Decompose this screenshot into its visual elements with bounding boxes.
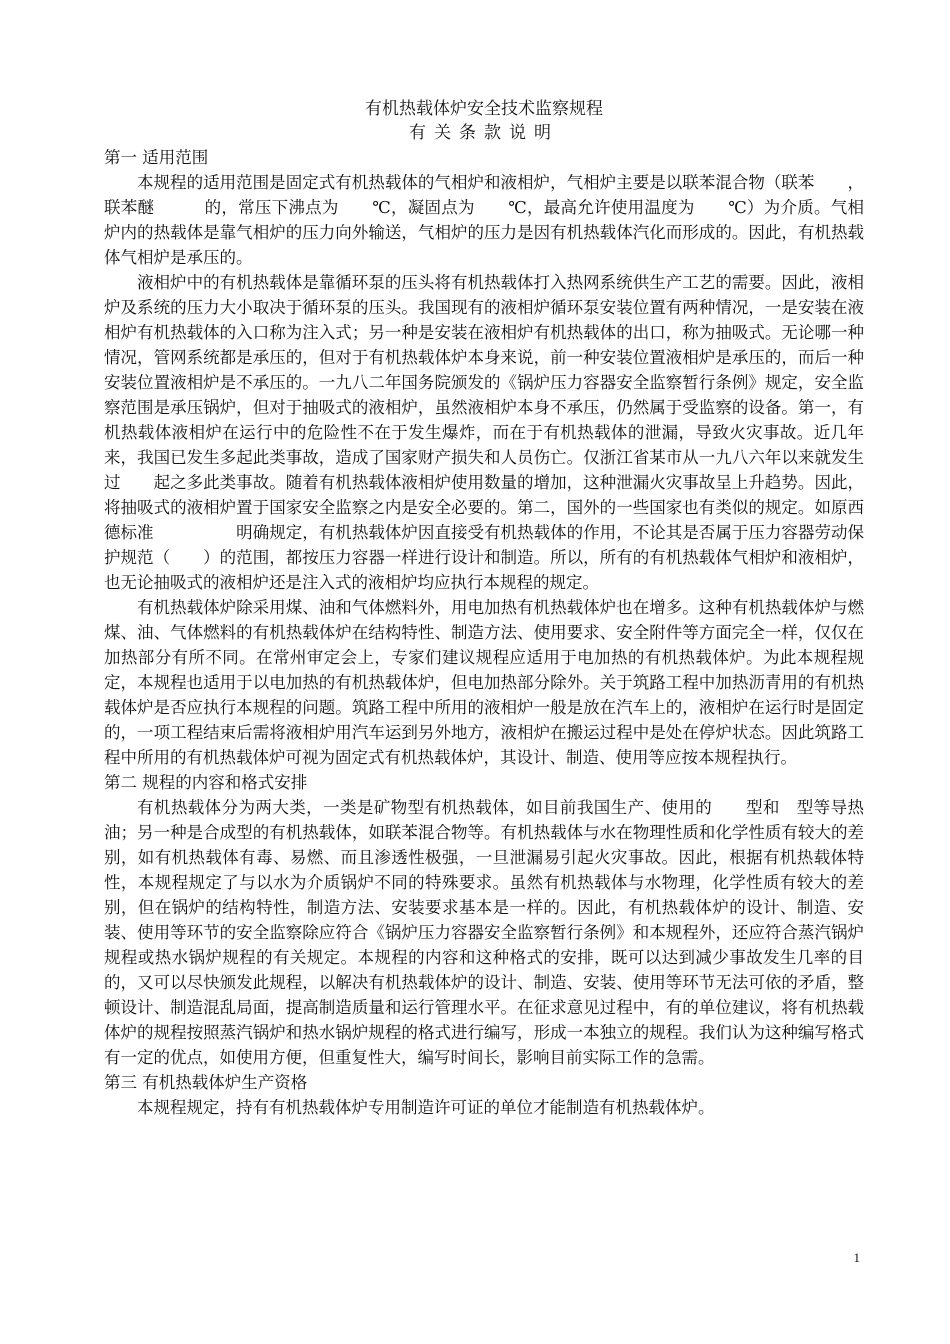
paragraph: 本规程规定，持有有机热载体炉专用制造许可证的单位才能制造有机热载体炉。 [137,1098,715,1117]
paragraph: 有机热载体分为两大类，一类是矿物型有机热载体，如目前我国生产、使用的 型和 型等导热油；另一种是合成型的有机热载体，如联苯混合物等。有机热载体与水在物理性质和化学性质有较大的差别，如有机热载体有毒、易燃、而且渗透性极强，一旦泄漏易引起火灾事故。因此，根据有机热载体特性，本规程规定了与以水为介质锅炉不同的特殊要求。虽然有机热载体与水物理，化学性质有较大的差别，但在锅炉的结构特性，制造方法、安装要求基本是一样的。因此，有机热载体炉的设计、制造、安装、使用等环节的安全监察除应符合《锅炉压力容器安全监察暂行条例》和本规程外，还应符合蒸汽锅炉规程或热水锅炉规程的有关规定。本规程的内容和这种格式的安排，既可以达到减少事故发生几率的目的，又可以尽快颁发此规程，以解决有机热载体炉的设计、制造、安装、使用等环节无法可依的矛盾，整顿设计、制造混乱局面，提高制造质量和运行管理水平。在征求意见过程中，有的单位建议，将有机热载体炉的规程按照蒸汽锅炉和热水锅炉规程的格式进行编写，形成一本独立的规程。我们认为这种编写格式有一定的优点，如使用方便，但重复性大，编写时间长，影响目前实际工作的急需。 [104,798,864,1067]
paragraph: 本规程的适用范围是固定式有机热载体的气相炉和液相炉，气相炉主要是以联苯混合物（联苯 ，联苯醚 的，常压下沸点为 ℃，凝固点为 ℃，最高允许使用温度为 ℃）为介质。气相炉内的热载体是靠气相炉的压力向外输送，气相炉的压力是因有机热载体汽化而形成的。因此，有机热载体气相炉是承压的。 [104,173,864,267]
paragraph: 液相炉中的有机热载体是靠循环泵的压头将有机热载体打入热网系统供生产工艺的需要。因此，液相炉及系统的压力大小取决于循环泵的压头。我国现有的液相炉循环泵安装位置有两种情况，一是安装在液相炉有机热载体的入口称为注入式；另一种是安装在液相炉有机热载体的出口，称为抽吸式。无论哪一种情况，管网系统都是承压的，但对于有机热载体炉本身来说，前一种安装位置液相炉是承压的，而后一种安装位置液相炉是不承压的。一九八二年国务院颁发的《锅炉压力容器安全监察暂行条例》规定，安全监察范围是承压锅炉，但对于抽吸式的液相炉，虽然液相炉本身不承压，仍然属于受监察的设备。第一，有机热载体液相炉在运行中的危险性不在于发生爆炸，而在于有机热载体的泄漏，导致火灾事故。近几年来，我国已发生多起此类事故，造成了国家财产损失和人员伤亡。仅浙江省某市从一九八六年以来就发生过 起之多此类事故。随着有机热载体液相炉使用数量的增加，这种泄漏火灾事故呈上升趋势。因此，将抽吸式的液相炉置于国家安全监察之内是安全必要的。第二，国外的一些国家也有类似的规定。如原西德标准 明确规定，有机热载体炉因直接受有机热载体的作用，不论其是否属于压力容器劳动保护规范（ ）的范围，都按压力容器一样进行设计和制造。所以，所有的有机热载体气相炉和液相炉，也无论抽吸式的液相炉还是注入式的液相炉均应执行本规程的规定。 [104,273,864,592]
section-heading: 第一 适用范围 [104,148,209,167]
section-heading: 第二 规程的内容和格式安排 [104,773,308,792]
document-title: 有机热载体炉安全技术监察规程 [365,99,603,119]
paragraph: 有机热载体炉除采用煤、油和气体燃料外，用电加热有机热载体炉也在增多。这种有机热载体炉与燃煤、油、气体燃料的有机热载体炉在结构特性、制造方法、使用要求、安全附件等方面完全一样，仅仅在加热部分有所不同。在常州审定会上，专家们建议规程应适用于电加热的有机热载体炉。为此本规程规定，本规程也适用于以电加热的有机热载体炉，但电加热部分除外。关于筑路工程中加热沥青用的有机热载体炉是否应执行本规程的问题。筑路工程中所用的液相炉一般是放在汽车上的，液相炉在运行时是固定的，一项工程结束后需将液相炉用汽车运到另外地方，液相炉在搬运过程中是处在停炉状态。因此筑路工程中所用的有机热载体炉可视为固定式有机热载体炉，其设计、制造、使用等应按本规程执行。 [104,598,864,767]
page-number: 1 [853,1250,860,1265]
section-2 [104,770,864,1070]
section-heading: 第三 有机热载体炉生产资格 [104,1073,308,1092]
section-1 [104,145,864,770]
document-subtitle: 有关条款说明 [409,123,559,143]
section-3 [104,1070,864,1120]
document-page [104,97,864,1120]
